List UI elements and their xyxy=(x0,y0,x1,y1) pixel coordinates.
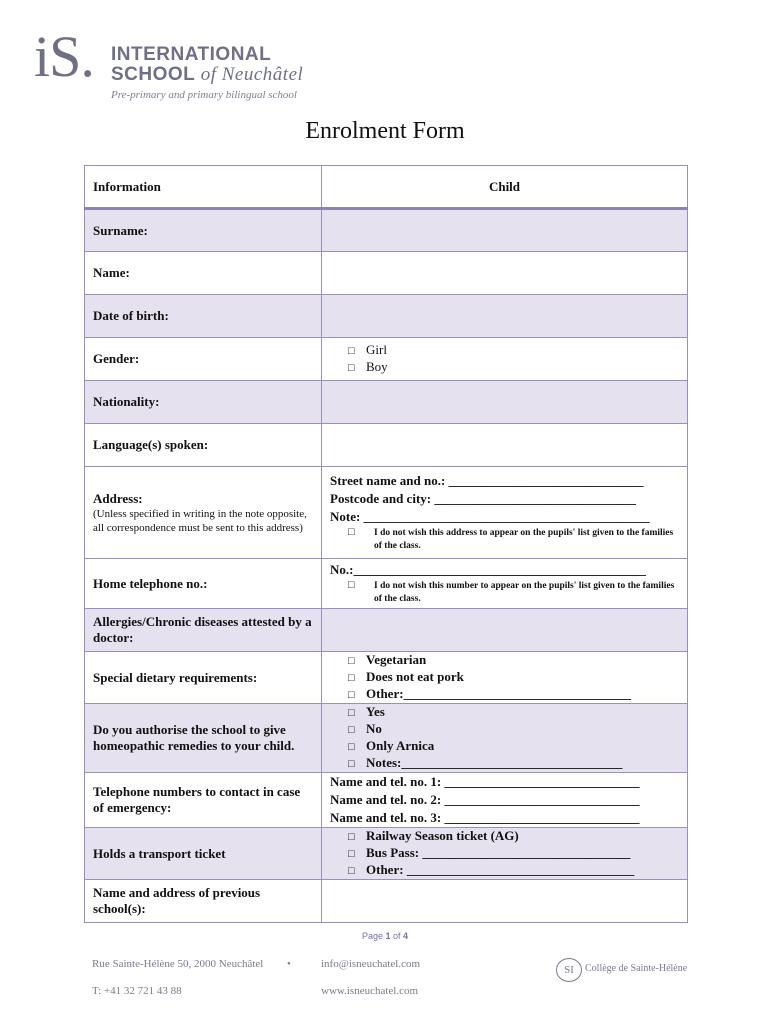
table-row xyxy=(85,295,688,338)
transport-option-bus[interactable]: □ Bus Pass: ________________________________ xyxy=(348,845,631,860)
dietary-option-other[interactable]: □ Other:___________________________________ xyxy=(348,686,632,701)
checkbox-icon[interactable]: □ xyxy=(348,724,355,736)
logo-line2-a: SCHOOL xyxy=(111,64,201,85)
logo-line2 xyxy=(111,64,303,86)
postcode-field[interactable]: Postcode and city: _______________________________ xyxy=(330,491,636,506)
languages-field[interactable] xyxy=(322,424,688,467)
dietary-label: Special dietary requirements: xyxy=(85,652,322,704)
homeopathic-option-no[interactable]: □ No xyxy=(348,721,382,736)
street-field[interactable]: Street name and no.: ______________________________ xyxy=(330,473,644,488)
logo-line1: INTERNATIONAL xyxy=(111,44,272,65)
logo-mark: iS. xyxy=(34,24,94,89)
nationality-field[interactable] xyxy=(322,381,688,424)
nationality-label: Nationality: xyxy=(85,381,322,424)
home-phone-field[interactable]: No.:_____________________________________________ xyxy=(330,562,646,577)
checkbox-icon[interactable]: □ xyxy=(348,831,355,843)
emergency-field-1[interactable]: Name and tel. no. 1: ______________________________ xyxy=(330,774,640,789)
address-note-field[interactable]: Note: ____________________________________________ xyxy=(330,509,650,524)
footer-phone: T: +41 32 721 43 88 xyxy=(92,985,182,997)
logo-line2-b: of Neuchâtel xyxy=(200,64,304,85)
allergies-field[interactable] xyxy=(322,609,688,652)
gender-option-girl[interactable]: □ Girl xyxy=(348,342,387,357)
name-field[interactable] xyxy=(322,252,688,295)
gender-option-boy[interactable]: □ Boy xyxy=(348,359,388,374)
table-header-row xyxy=(85,166,688,209)
transport-label: Holds a transport ticket xyxy=(85,828,322,880)
checkbox-icon[interactable]: □ xyxy=(348,758,355,770)
checkbox-icon[interactable]: □ xyxy=(348,672,355,684)
transport-options xyxy=(322,828,688,880)
dob-field[interactable] xyxy=(322,295,688,338)
checkbox-icon[interactable]: □ xyxy=(348,689,355,701)
table-row xyxy=(85,773,688,828)
header-information: Information xyxy=(85,166,322,209)
name-label: Name: xyxy=(85,252,322,295)
checkbox-icon[interactable]: □ xyxy=(348,362,355,374)
home-phone-optout[interactable]: □ I do not wish this number to appear on the pupils' list given to the families of the class. xyxy=(348,579,675,604)
checkbox-icon[interactable]: □ xyxy=(348,579,355,591)
checkbox-icon[interactable]: □ xyxy=(348,865,355,877)
emergency-fields xyxy=(322,773,688,828)
emergency-label: Telephone numbers to contact in case of emergency: xyxy=(85,773,322,828)
surname-label: Surname: xyxy=(85,209,322,252)
header-child: Child xyxy=(322,166,688,209)
transport-option-other[interactable]: □ Other: ___________________________________ xyxy=(348,862,635,877)
dietary-options xyxy=(322,652,688,704)
checkbox-icon[interactable]: □ xyxy=(348,848,355,860)
logo-tagline: Pre-primary and primary bilingual school xyxy=(111,89,297,101)
allergies-label: Allergies/Chronic diseases attested by a doctor: xyxy=(85,609,322,652)
college-mark: SI xyxy=(556,958,582,982)
footer-address: Rue Sainte-Hélène 50, 2000 Neuchâtel xyxy=(92,958,264,970)
home-phone-label: Home telephone no.: xyxy=(85,559,322,609)
homeopathic-label: Do you authorise the school to give homeopathic remedies to your child. xyxy=(85,704,322,773)
table-row xyxy=(85,338,688,381)
footer-bullet: • xyxy=(287,958,291,970)
enrolment-table xyxy=(84,165,688,923)
table-row xyxy=(85,467,688,559)
footer-email[interactable]: info@isneuchatel.com xyxy=(321,958,421,970)
college-name: Collège de Sainte-Hélène xyxy=(585,963,688,974)
table-row xyxy=(85,252,688,295)
table-row xyxy=(85,828,688,880)
checkbox-icon[interactable]: □ xyxy=(348,741,355,753)
homeopathic-option-arnica[interactable]: □ Only Arnica xyxy=(348,738,435,753)
checkbox-icon[interactable]: □ xyxy=(348,655,355,667)
address-optout[interactable]: □ I do not wish this address to appear on the pupils' list given to the families of the class. xyxy=(348,526,674,551)
homeopathic-option-notes[interactable]: □ Notes:__________________________________ xyxy=(348,755,623,770)
gender-options xyxy=(322,338,688,381)
address-label: Address: xyxy=(93,490,143,506)
table-row xyxy=(85,209,688,252)
home-phone-fields xyxy=(322,559,688,609)
transport-option-railway[interactable]: □ Railway Season ticket (AG) xyxy=(348,828,519,843)
checkbox-icon[interactable]: □ xyxy=(348,345,355,357)
address-label-cell xyxy=(85,467,322,559)
table-row xyxy=(85,559,688,609)
table-row xyxy=(85,609,688,652)
dietary-option-no-pork[interactable]: □ Does not eat pork xyxy=(348,669,464,684)
emergency-field-3[interactable]: Name and tel. no. 3: ______________________________ xyxy=(330,810,640,825)
address-note: (Unless specified in writing in the note opposite, all correspondence must be sent to this address) xyxy=(93,507,307,534)
table-row xyxy=(85,652,688,704)
languages-label: Language(s) spoken: xyxy=(85,424,322,467)
page-title: Enrolment Form xyxy=(305,118,465,144)
table-row xyxy=(85,880,688,923)
surname-field[interactable] xyxy=(322,209,688,252)
table-row xyxy=(85,704,688,773)
emergency-field-2[interactable]: Name and tel. no. 2: ______________________________ xyxy=(330,792,640,807)
homeopathic-options xyxy=(322,704,688,773)
dietary-option-vegetarian[interactable]: □ Vegetarian xyxy=(348,652,427,667)
checkbox-icon[interactable]: □ xyxy=(348,707,355,719)
previous-school-field[interactable] xyxy=(322,880,688,923)
previous-school-label: Name and address of previous school(s): xyxy=(85,880,322,923)
checkbox-icon[interactable]: □ xyxy=(348,526,355,538)
table-row xyxy=(85,424,688,467)
table-row xyxy=(85,381,688,424)
page-number: Page 1 of 4 xyxy=(361,931,409,941)
gender-label: Gender: xyxy=(85,338,322,381)
address-fields xyxy=(322,467,688,559)
dob-label: Date of birth: xyxy=(85,295,322,338)
homeopathic-option-yes[interactable]: □ Yes xyxy=(348,704,385,719)
footer-web[interactable]: www.isneuchatel.com xyxy=(321,985,419,997)
